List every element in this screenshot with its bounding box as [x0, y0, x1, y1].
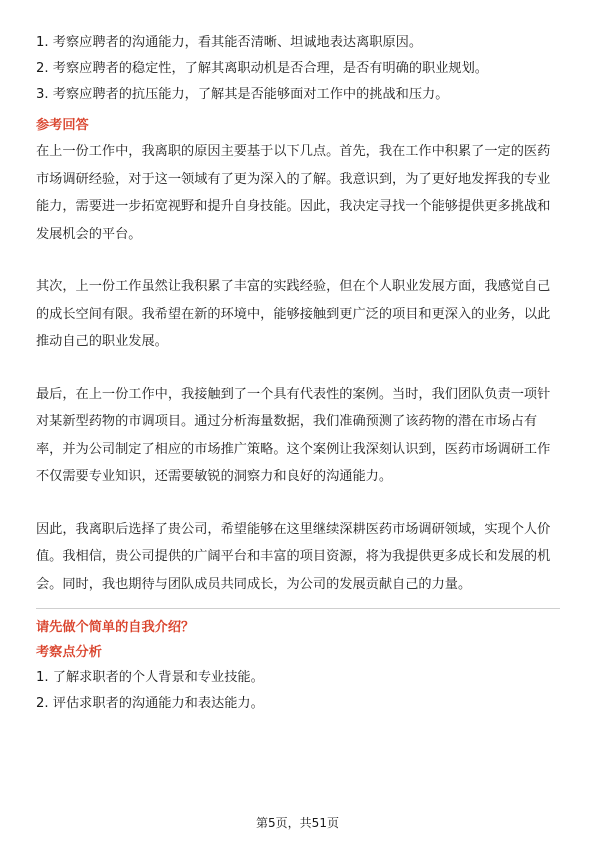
analysis-list: [36, 665, 560, 717]
page-footer: 第5页，共51页: [256, 816, 339, 830]
document-page: [36, 30, 560, 717]
answer-heading: 参考回答: [36, 118, 89, 133]
list-item: 1. 了解求职者的个人背景和专业技能。: [36, 670, 264, 685]
answer-paragraph: 因此，我离职后选择了贵公司，希望能够在这里继续深耕医药市场调研领域，实现个人价值。我相信，贵公司提供的广阔平台和丰富的项目资源，将为我提供更多成长和发展的机会。同时，我也期待与团队成员共同成长，为公司的发展贡献自己的力量。: [36, 521, 551, 592]
analysis-heading: 考察点分析: [36, 645, 102, 660]
list-item: 1. 考察应聘者的沟通能力，看其能否清晰、坦诚地表达离职原因。: [36, 35, 423, 50]
intro-list: [36, 30, 560, 108]
answer-body: [36, 138, 560, 598]
answer-paragraph: 其次，上一份工作虽然让我积累了丰富的实践经验，但在个人职业发展方面，我感觉自己的成长空间有限。我希望在新的环境中，能够接触到更广泛的项目和更深入的业务，以此推动自己的职业发展。: [36, 279, 551, 349]
answer-paragraph: 在上一份工作中，我离职的原因主要基于以下几点。首先，我在工作中积累了一定的医药市场调研经验，对于这一领域有了更为深入的了解。我意识到，为了更好地发挥我的专业能力，需要进一步拓宽视野和提升自身技能。因此，我决定寻找一个能够提供更多挑战和发展机会的平台。: [36, 144, 551, 242]
list-item: 3. 考察应聘者的抗压能力，了解其是否能够面对工作中的挑战和压力。: [36, 87, 449, 102]
list-item: 2. 考察应聘者的稳定性，了解其离职动机是否合理，是否有明确的职业规划。: [36, 61, 488, 76]
question-title: 请先做个简单的自我介绍？: [36, 620, 195, 635]
section-divider: [36, 608, 560, 609]
list-item: 2. 评估求职者的沟通能力和表达能力。: [36, 696, 264, 711]
answer-paragraph: 最后，在上一份工作中，我接触到了一个具有代表性的案例。当时，我们团队负责一项针对某新型药物的市调项目。通过分析海量数据，我们准确预测了该药物的潜在市场占有率，并为公司制定了相应的市场推广策略。这个案例让我深刻认识到，医药市场调研工作不仅需要专业知识，还需要敏锐的洞察力和良好的沟通能力。: [36, 386, 551, 484]
